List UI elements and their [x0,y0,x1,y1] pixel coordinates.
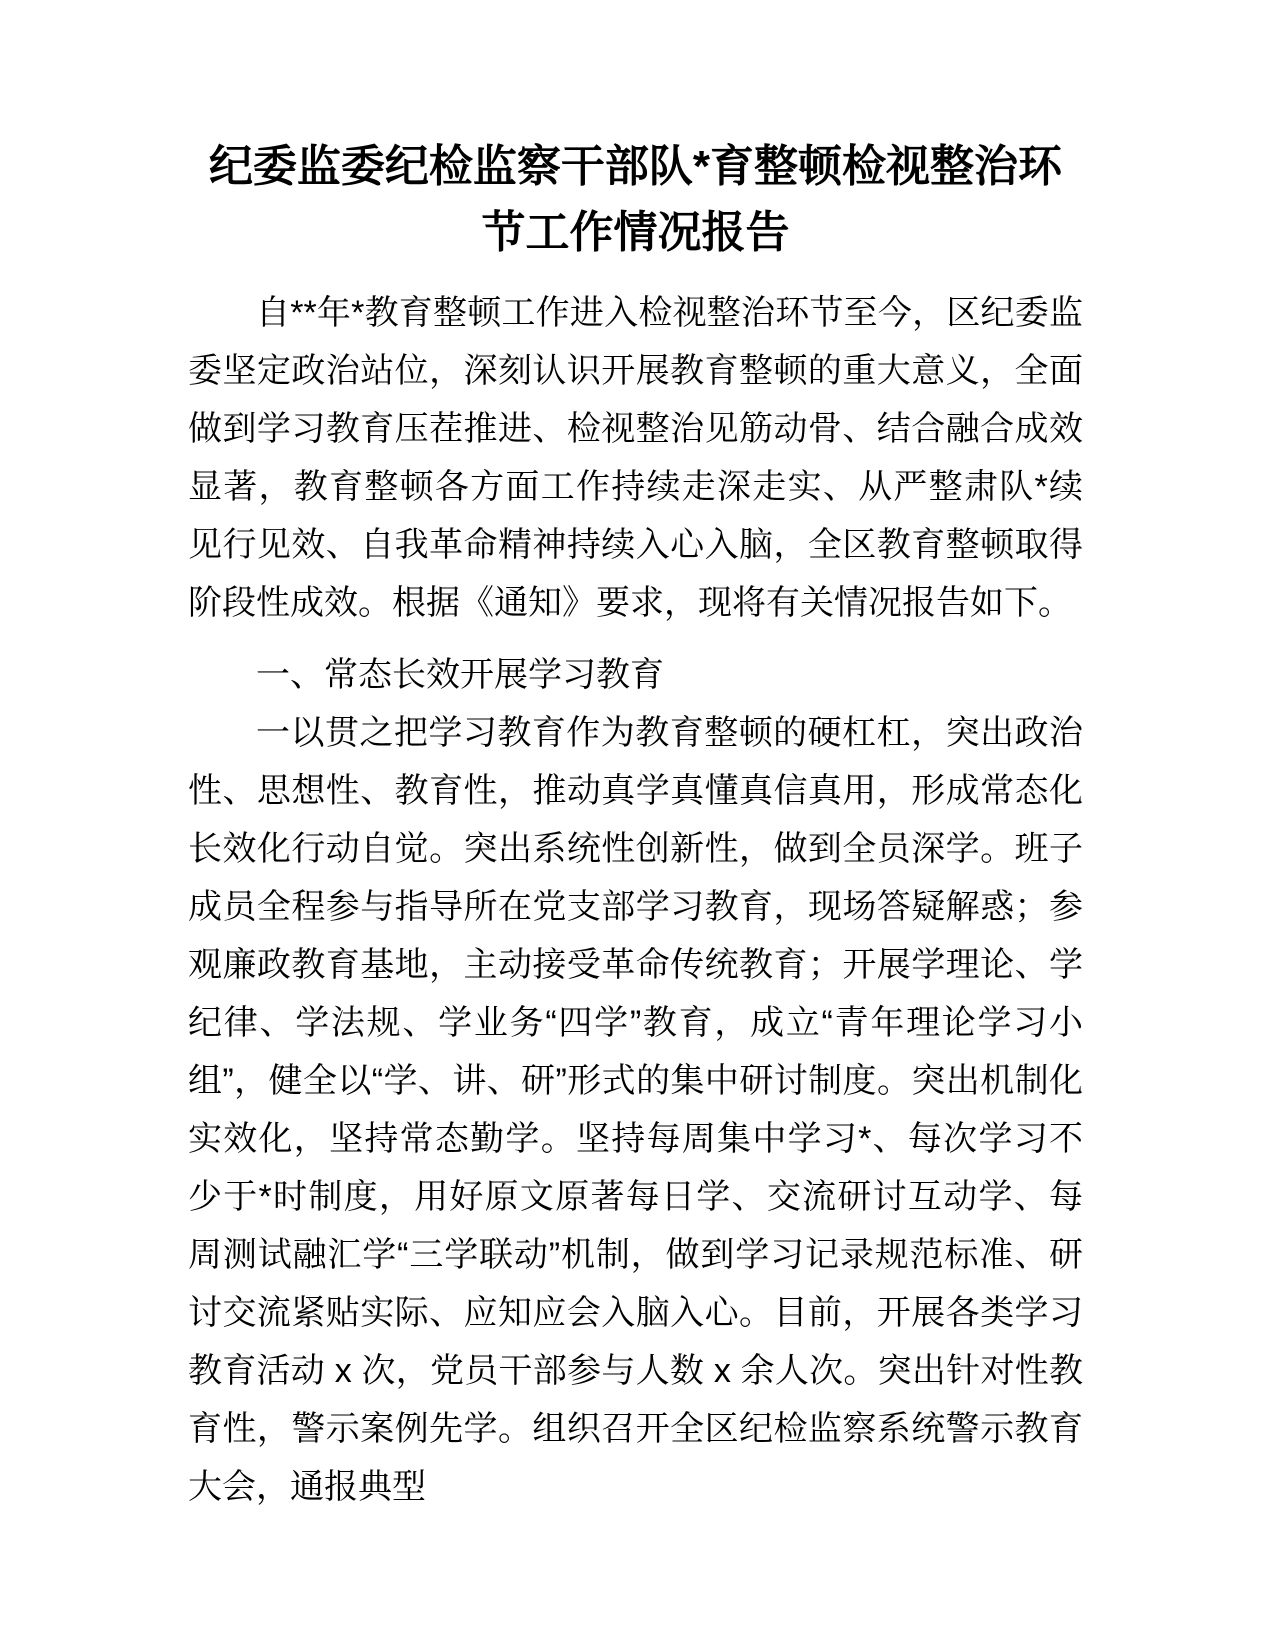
document-body [188,284,1083,1516]
body-paragraph: 一以贯之把学习教育作为教育整顿的硬杠杠，突出政治性、思想性、教育性，推动真学真懂真信真用，形成常态化长效化行动自觉。突出系统性创新性，做到全员深学。班子成员全程参与指导所在党支部学习教育，现场答疑解惑；参观廉政教育基地，主动接受革命传统教育；开展学理论、学纪律、学法规、学业务“四学”教育，成立“青年理论学习小组”，健全以“学、讲、研”形式的集中研讨制度。突出机制化实效化，坚持常态勤学。坚持每周集中学习*、每次学习不少于*时制度，用好原文原著每日学、交流研讨互动学、每周测试融汇学“三学联动”机制，做到学习记录规范标准、研讨交流紧贴实际、应知应会入脑入心。目前，开展各类学习教育活动 x 次，党员干部参与人数 x 余人次。突出针对性教育性，警示案例先学。组织召开全区纪检监察系统警示教育大会，通报典型 [188,714,1083,1506]
section-heading: 一、常态长效开展学习教育 [256,656,664,694]
document-title: 纪委监委纪检监察干部队*育整顿检视整治环节工作情况报告 [208,142,1063,257]
body-paragraph: 自**年*教育整顿工作进入检视整治环节至今，区纪委监委坚定政治站位，深刻认识开展教育整顿的重大意义，全面做到学习教育压茬推进、检视整治见筋动骨、结合融合成效显著，教育整顿各方面工作持续走深走实、从严整肃队*续见行见效、自我革命精神持续入心入脑，全区教育整顿取得阶段性成效。根据《通知》要求，现将有关情况报告如下。 [188,294,1083,622]
